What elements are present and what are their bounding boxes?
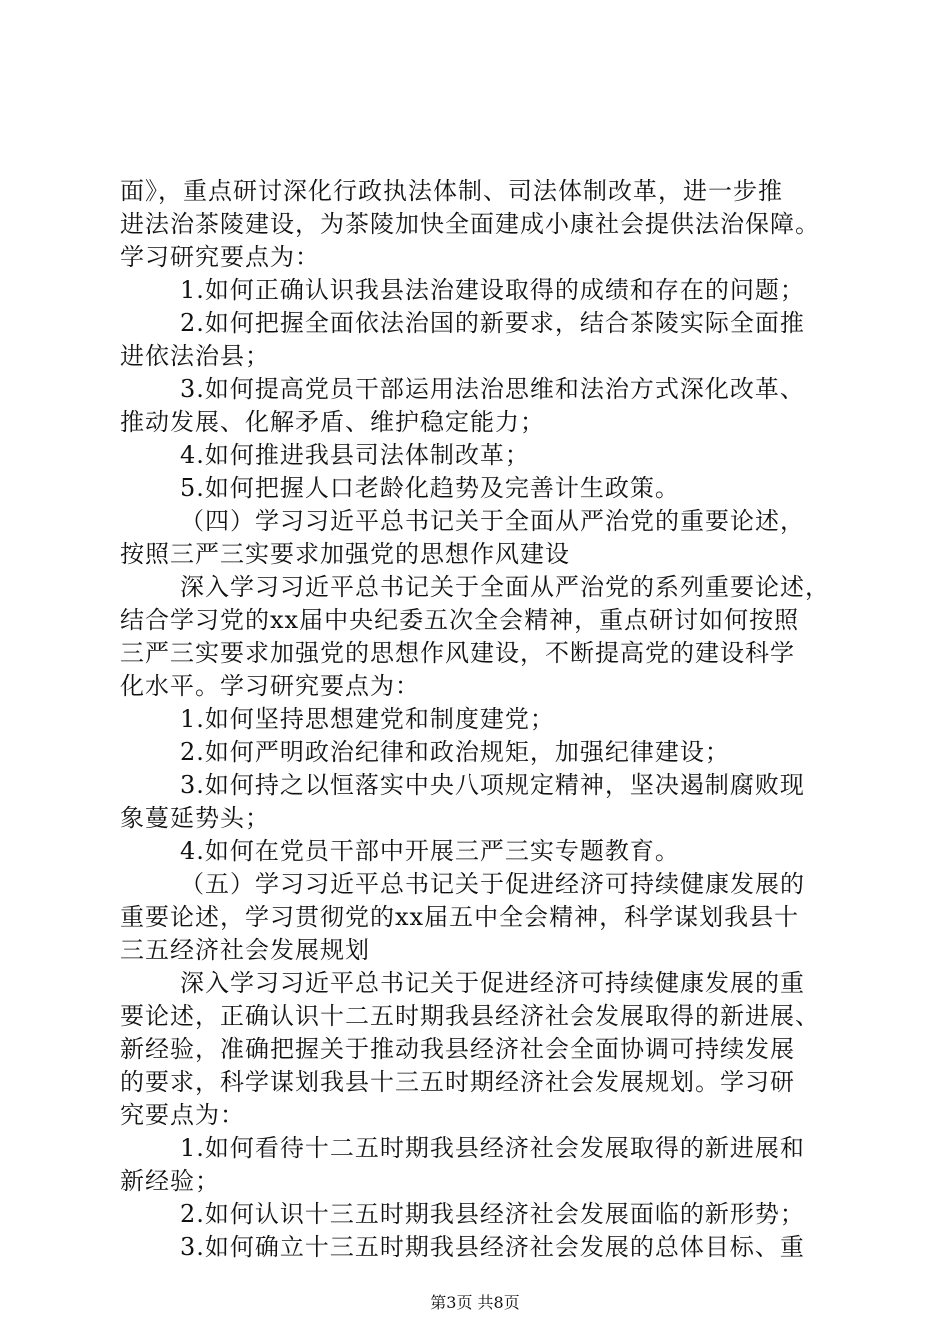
text-line: 3.如何确立十三五时期我县经济社会发展的总体目标、重 — [180, 1233, 805, 1261]
text-line: 进依法治县； — [120, 342, 270, 370]
text-line: 3.如何持之以恒落实中央八项规定精神，坚决遏制腐败现 — [180, 771, 805, 799]
text-line: 推动发展、化解矛盾、维护稳定能力； — [120, 408, 545, 436]
text-line: 4.如何在党员干部中开展三严三实专题教育。 — [180, 837, 680, 865]
text-line: 深入学习习近平总书记关于全面从严治党的系列重要论述， — [180, 573, 830, 601]
text-line: 究要点为： — [120, 1101, 245, 1129]
text-line: 4.如何推进我县司法体制改革； — [180, 441, 530, 469]
section-heading: （五）学习习近平总书记关于促进经济可持续健康发展的 — [180, 870, 805, 898]
text-line: 1.如何正确认识我县法治建设取得的成绩和存在的问题； — [180, 276, 805, 304]
text-line: 2.如何把握全面依法治国的新要求，结合茶陵实际全面推 — [180, 309, 805, 337]
section-heading: 按照三严三实要求加强党的思想作风建设 — [120, 540, 570, 568]
section-heading: （四）学习习近平总书记关于全面从严治党的重要论述， — [180, 507, 805, 535]
text-line: 新经验； — [120, 1167, 220, 1195]
text-line: 2.如何严明政治纪律和政治规矩，加强纪律建设； — [180, 738, 730, 766]
text-line: 结合学习党的xx届中央纪委五次全会精神，重点研讨如何按照 — [120, 606, 800, 634]
text-line: 进法治茶陵建设，为茶陵加快全面建成小康社会提供法治保障。 — [120, 210, 820, 238]
text-line: 新经验，准确把握关于推动我县经济社会全面协调可持续发展 — [120, 1035, 795, 1063]
text-line: 2.如何认识十三五时期我县经济社会发展面临的新形势； — [180, 1200, 805, 1228]
text-line: 1.如何坚持思想建党和制度建党； — [180, 705, 555, 733]
text-line: 5.如何把握人口老龄化趋势及完善计生政策。 — [180, 474, 680, 502]
text-line: 面》，重点研讨深化行政执法体制、司法体制改革，进一步推 — [120, 177, 783, 205]
text-line: 化水平。学习研究要点为： — [120, 672, 420, 700]
text-line: 学习研究要点为： — [120, 243, 320, 271]
text-line: 3.如何提高党员干部运用法治思维和法治方式深化改革、 — [180, 375, 805, 403]
text-line: 象蔓延势头； — [120, 804, 270, 832]
page-number-footer: 第3页 共8页 — [430, 1293, 520, 1312]
text-line: 1.如何看待十二五时期我县经济社会发展取得的新进展和 — [180, 1134, 805, 1162]
section-heading: 重要论述，学习贯彻党的xx届五中全会精神，科学谋划我县十 — [120, 903, 800, 931]
text-line: 深入学习习近平总书记关于促进经济可持续健康发展的重 — [180, 969, 805, 997]
text-line: 三严三实要求加强党的思想作风建设，不断提高党的建设科学 — [120, 639, 795, 667]
section-heading: 三五经济社会发展规划 — [120, 936, 370, 964]
text-line: 要论述，正确认识十二五时期我县经济社会发展取得的新进展、 — [120, 1002, 820, 1030]
text-line: 的要求，科学谋划我县十三五时期经济社会发展规划。学习研 — [120, 1068, 795, 1096]
